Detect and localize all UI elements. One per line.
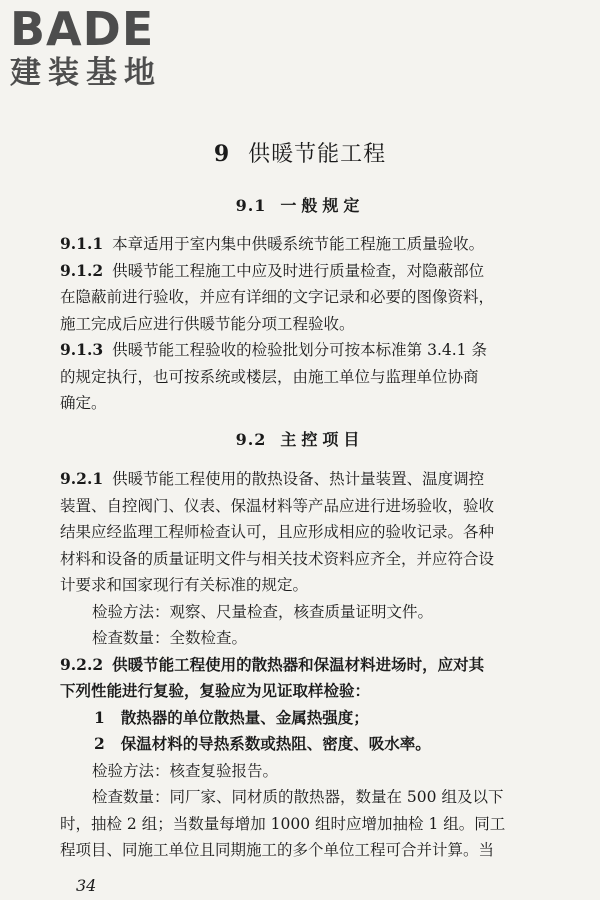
clause-text-line: 确定。 xyxy=(60,394,107,412)
sub-item-number: 1 xyxy=(94,707,105,727)
clause-number: 9.1.1 xyxy=(60,234,104,253)
clause-text-line: 材料和设备的质量证明文件与相关技术资料应齐全，并应符合设 xyxy=(60,549,495,568)
clause-text-line: 在隐蔽前进行验收，并应有详细的文字记录和必要的图像资料， xyxy=(60,288,495,306)
section-title: 一般规定 xyxy=(280,196,365,215)
inspection-method: 检验方法：观察、尺量检查，核查质量证明文件。 xyxy=(92,602,434,621)
clause-9-1-1 xyxy=(60,231,540,258)
clause-number: 9.1.3 xyxy=(60,340,104,359)
bade-logo xyxy=(10,4,180,92)
page-number: 34 xyxy=(76,876,97,895)
clauses-9-2 xyxy=(60,466,540,864)
clause-9-2-2 xyxy=(60,652,540,679)
section-number: 9.2 xyxy=(235,430,267,449)
sub-item-text: 保温材料的导热系数或热阻、密度、吸水率。 xyxy=(120,734,431,753)
clause-text: 供暖节能工程验收的检验批划分可按本标准第 3.4.1 条 xyxy=(112,341,487,359)
clause-text: 供暖节能工程使用的散热器和保温材料进场时，应对其 xyxy=(112,654,485,674)
inspection-quantity: 检查数量：同厂家、同材质的散热器，数量在 500 组及以下 xyxy=(92,788,504,806)
clause-9-1-3 xyxy=(60,337,540,364)
section-heading-9-1 xyxy=(0,194,600,218)
clause-number: 9.1.2 xyxy=(60,260,104,280)
clause-text: 供暖节能工程施工中应及时进行质量检查，对隐蔽部位 xyxy=(112,261,485,280)
clause-text: 本章适用于室内集中供暖系统节能工程施工质量验收。 xyxy=(112,235,485,253)
sub-item-1 xyxy=(60,705,540,732)
clauses-9-1 xyxy=(60,231,540,417)
chapter-heading xyxy=(0,138,600,171)
logo-subtitle: 建装基地 xyxy=(10,55,162,91)
sub-item-text: 散热器的单位散热量、金属热强度； xyxy=(120,707,369,727)
chapter-number: 9 xyxy=(213,141,231,167)
chapter-title: 供暖节能工程 xyxy=(248,142,387,167)
inspection-method: 检验方法：核查复验报告。 xyxy=(92,761,279,780)
section-title: 主控项目 xyxy=(280,430,365,449)
inspection-quantity: 检查数量：全数检查。 xyxy=(92,629,248,647)
clause-text-line: 时，抽检 2 组；当数量每增加 1000 组时应增加抽检 1 组。同工 xyxy=(60,814,506,833)
clause-9-2-1 xyxy=(60,466,540,493)
section-number: 9.1 xyxy=(235,196,267,215)
clause-text-line: 计要求和国家现行有关标准的规定。 xyxy=(60,576,309,594)
clause-text-line: 施工完成后应进行供暖节能分项工程验收。 xyxy=(60,314,355,333)
clause-text-line: 的规定执行，也可按系统或楼层，由施工单位与监理单位协商 xyxy=(60,367,479,386)
sub-item-2 xyxy=(60,731,540,758)
clause-number: 9.2.1 xyxy=(60,469,104,488)
clause-9-1-2 xyxy=(60,258,540,285)
clause-text-line: 装置、自控阀门、仪表、保温材料等产品应进行进场验收，验收 xyxy=(60,496,495,515)
clause-text-line: 结果应经监理工程师检查认可，且应形成相应的验收记录。各种 xyxy=(60,523,495,541)
clause-text: 供暖节能工程使用的散热设备、热计量装置、温度调控 xyxy=(112,470,485,488)
section-heading-9-2 xyxy=(0,428,600,452)
sub-item-number: 2 xyxy=(94,734,105,753)
clause-text-line: 下列性能进行复验，复验应为见证取样检验： xyxy=(60,681,371,700)
clause-text-line: 程项目、同施工单位且同期施工的多个单位工程可合并计算。当 xyxy=(60,841,495,859)
logo-wordmark: BADE xyxy=(10,2,155,56)
clause-number: 9.2.2 xyxy=(60,654,104,674)
